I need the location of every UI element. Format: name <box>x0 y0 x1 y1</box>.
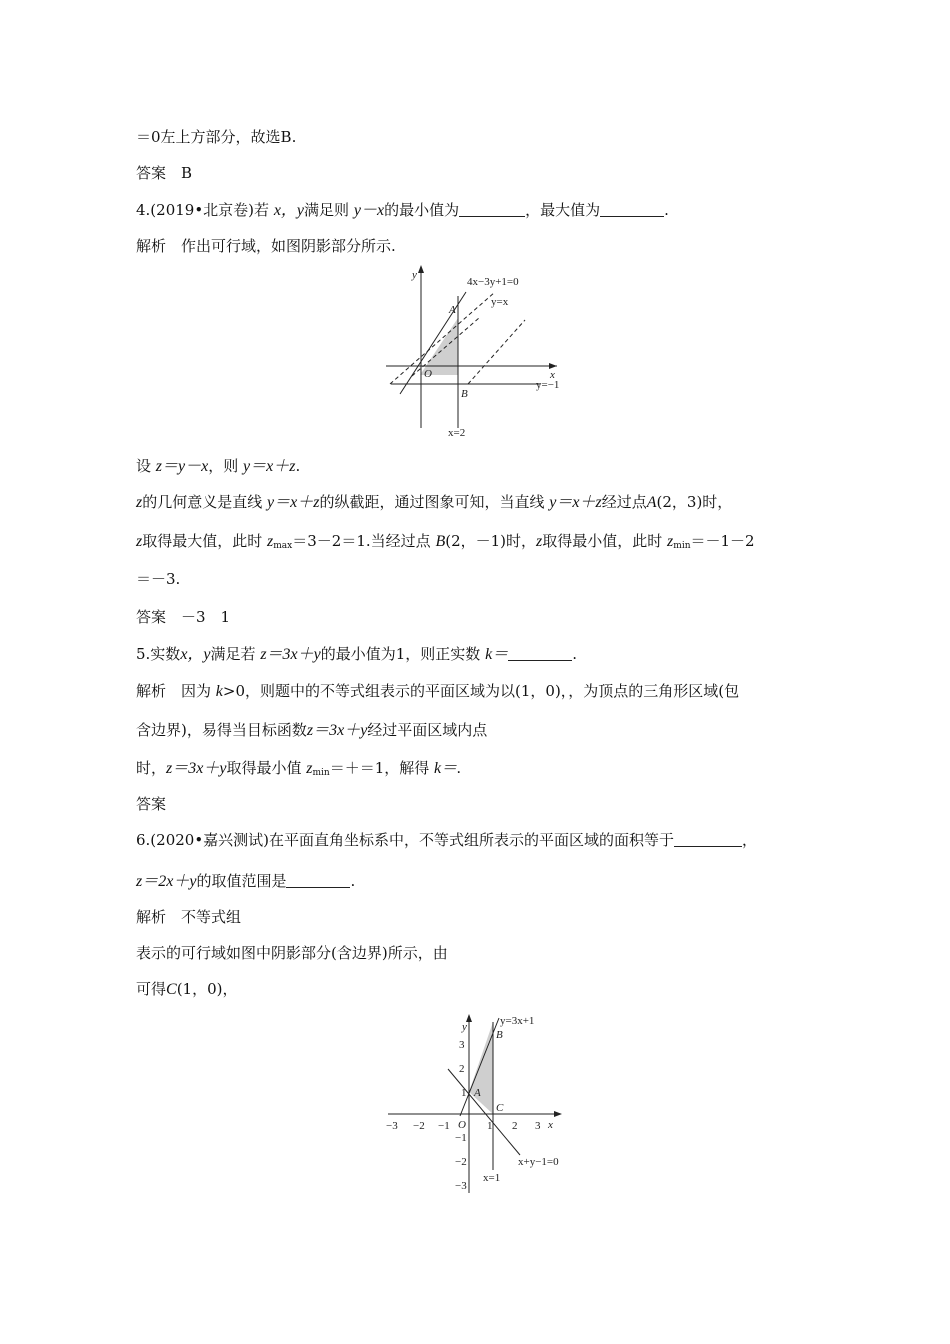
y-arrow <box>418 265 424 273</box>
problem-4: 4.(2019•北京卷)若 x，y满足则 y－x的最小值为 ，最大值为 . <box>136 201 669 219</box>
label-B: B <box>461 388 468 400</box>
label-y: y <box>412 269 417 281</box>
analysis-5-cont2: 时，z＝3x＋y取得最小值 $z_{min}=+=1$，解得 k＝. <box>136 759 462 778</box>
answer-blank <box>600 202 664 217</box>
x-arrow <box>554 1111 562 1117</box>
label-O: O <box>424 368 432 380</box>
tick-x: 1 <box>487 1120 493 1132</box>
answer-blank <box>508 646 572 661</box>
tick-x: 2 <box>512 1120 518 1132</box>
label-O: O <box>458 1119 466 1131</box>
label-line-y-1: y=−1 <box>536 379 560 391</box>
label-line-x1: x=1 <box>483 1172 501 1184</box>
label-line-y3x1: y=3x+1 <box>500 1015 535 1027</box>
tick-y: 3 <box>459 1039 465 1051</box>
label-line-x2: x=2 <box>448 427 466 439</box>
tick-y: −2 <box>455 1156 467 1168</box>
text-geometric-meaning: z的几何意义是直线 y＝x＋z的纵截距，通过图象可知，当直线 y＝x＋z经过点A(2，3)时， <box>136 493 733 511</box>
tick-x: −3 <box>386 1120 398 1132</box>
figure-feasible-region-2 <box>380 1010 580 1200</box>
problem-5: 5.实数x，y满足若 z＝3x＋y的最小值为1，则正实数 k＝ . <box>136 645 577 663</box>
text-line-1: ＝0左上方部分，故选B. <box>136 128 297 146</box>
tick-x: −1 <box>438 1120 450 1132</box>
tick-x: −2 <box>413 1120 425 1132</box>
label-x: x <box>548 1119 553 1131</box>
analysis-5: 解析 因为 k>0，则题中的不等式组表示的平面区域为以(1，0)，，为顶点的三角形区域(包 <box>136 682 740 700</box>
text-max-min: z取得最大值，此时 $z_{max}=3-2=1$.当经过点 B(2，－1)时，z取得最小值，此时 $z_{min}=-1-2$ <box>136 532 755 551</box>
analysis-5-cont: 含边界)，易得当目标函数z＝3x＋y经过平面区域内点 <box>136 721 488 739</box>
shaded-region <box>469 1022 493 1114</box>
answer-blank <box>674 832 742 847</box>
answer-5: 答案 <box>136 795 167 813</box>
label-x: x <box>550 369 555 381</box>
text-set-z: 设 z＝y－x，则 y＝x＋z. <box>136 457 301 475</box>
label-C: C <box>496 1102 504 1114</box>
tick-y-1: 1 <box>461 1087 467 1099</box>
label-A: A <box>474 1087 481 1099</box>
problem-6: 6.(2020•嘉兴测试)在平面直角坐标系中，不等式组所表示的平面区域的面积等于 ， <box>136 831 758 849</box>
answer-4: 答案 －3 1 <box>136 608 231 626</box>
text-result: ＝－3. <box>136 570 181 588</box>
label-B: B <box>496 1029 503 1041</box>
label-line-yx: y=x <box>491 296 509 308</box>
analysis-6-cont: 表示的可行域如图中阴影部分(含边界)所示，由 <box>136 944 448 962</box>
label-line-4x: 4x−3y+1=0 <box>467 276 519 288</box>
problem-6-cont: z＝2x＋y的取值范围是 . <box>136 872 356 890</box>
label-A: A <box>449 304 456 316</box>
answer-blank <box>459 202 525 217</box>
analysis-4: 解析 作出可行域，如图阴影部分所示. <box>136 237 396 255</box>
dashed-line-2 <box>468 320 525 384</box>
tick-y: −3 <box>455 1180 467 1192</box>
tick-y: −1 <box>455 1132 467 1144</box>
label-y: y <box>462 1021 467 1033</box>
y-arrow <box>466 1014 472 1022</box>
label-line-xy1: x+y−1=0 <box>518 1156 559 1168</box>
analysis-6: 解析 不等式组 <box>136 908 242 926</box>
figure-feasible-region-1 <box>380 262 580 442</box>
answer-blank <box>286 873 350 888</box>
analysis-6-cont2: 可得C(1，0)， <box>136 980 238 998</box>
answer-3: 答案 B <box>136 164 193 182</box>
tick-x: 3 <box>535 1120 541 1132</box>
tick-y: 2 <box>459 1063 465 1075</box>
